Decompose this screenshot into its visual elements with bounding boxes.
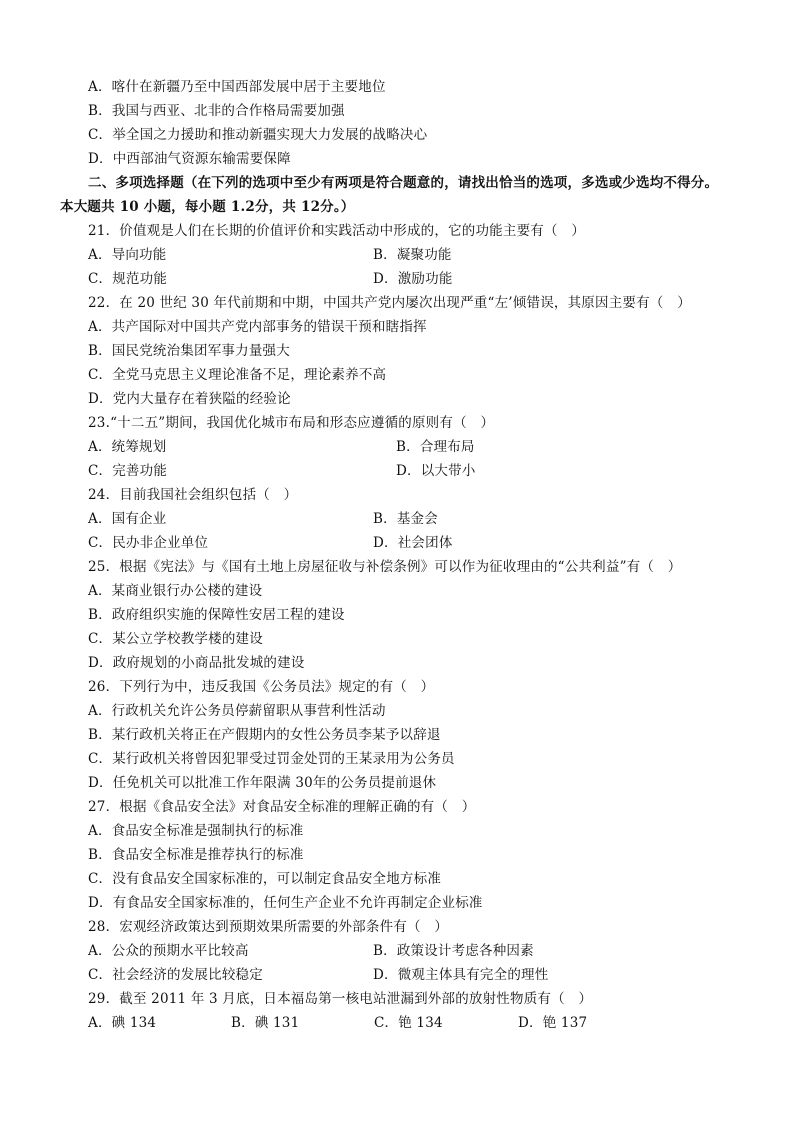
question-24-option-b: B．基金会 xyxy=(373,511,438,527)
question-25-option-d: D．政府规划的小商品批发城的建设 xyxy=(88,655,305,671)
question-28-option-b: B．政策设计考虑各种因素 xyxy=(373,943,534,959)
question-26-stem: 26．下列行为中，违反我国《公务员法》规定的有（ ） xyxy=(88,679,435,695)
question-27-option-d: D．有食品安全国家标准的，任何生产企业不允许再制定企业标准 xyxy=(88,895,483,911)
question-29-option-c: C．铯 134 xyxy=(374,1015,443,1031)
question-24-option-c: C．民办非企业单位 xyxy=(88,535,209,551)
prev-option-d: D．中西部油气资源东输需要保障 xyxy=(88,151,291,167)
question-23-option-a: A．统筹规划 xyxy=(88,439,167,455)
question-22-option-b: B．国民党统治集团军事力量强大 xyxy=(88,343,290,359)
question-22-option-d: D．党内大量存在着狭隘的经验论 xyxy=(88,391,291,407)
question-24-stem: 24．目前我国社会组织包括（ ） xyxy=(88,487,298,503)
question-27-option-b: B．食品安全标准是推荐执行的标准 xyxy=(88,847,304,863)
question-26-option-d: D．任免机关可以批准工作年限满 30年的公务员提前退休 xyxy=(88,775,437,791)
question-22-stem: 22．在 20 世纪 30 年代前期和中期，中国共产党内屡次出现严重“左’倾错误，其原因主要有（ ） xyxy=(88,295,691,311)
question-25-option-b: B．政府组织实施的保障性安居工程的建设 xyxy=(88,607,345,623)
question-24-option-d: D．社会团体 xyxy=(373,535,453,551)
question-21-option-c: C．规范功能 xyxy=(88,271,168,287)
question-29-option-a: A．碘 134 xyxy=(88,1015,157,1031)
prev-option-b: B．我国与西亚、北非的合作格局需要加强 xyxy=(88,103,345,119)
question-27-option-a: A．食品安全标准是强制执行的标准 xyxy=(88,823,304,839)
question-25-option-c: C．某公立学校教学楼的建设 xyxy=(88,631,263,647)
question-22-option-c: C．全党马克思主义理论准备不足，理论素养不高 xyxy=(88,367,387,383)
question-21-option-b: B．凝聚功能 xyxy=(373,247,452,263)
question-21-option-d: D．激励功能 xyxy=(373,271,453,287)
question-28-option-c: C．社会经济的发展比较稳定 xyxy=(88,967,263,983)
question-28-stem: 28．宏观经济政策达到预期效果所需要的外部条件有（ ） xyxy=(88,919,449,935)
question-25-stem: 25．根据《宪法》与《国有土地上房屋征收与补偿条例》可以作为征收理由的“公共利益”有（ ） xyxy=(88,559,682,575)
question-23-stem: 23.“十二五”期间，我国优化城市布局和形态应遵循的原则有（ ） xyxy=(88,415,495,431)
question-25-option-a: A．某商业银行办公楼的建设 xyxy=(88,583,263,599)
question-28-option-d: D．微观主体具有完全的理性 xyxy=(373,967,549,983)
section-heading-line1: 二、多项选择题（在下列的选项中至少有两项是符合题意的，请找出恰当的选项，多选或少选均不得分。 xyxy=(88,175,719,191)
question-24-option-a: A．国有企业 xyxy=(88,511,167,527)
question-26-option-a: A．行政机关允许公务员停薪留职从事营利性活动 xyxy=(88,703,386,719)
question-29-option-d: D．铯 137 xyxy=(518,1015,588,1031)
prev-option-a: A．喀什在新疆乃至中国西部发展中居于主要地位 xyxy=(88,79,386,95)
question-23-option-b: B．合理布局 xyxy=(396,439,475,455)
question-21-stem: 21．价值观是人们在长期的价值评价和实践活动中形成的，它的功能主要有（ ） xyxy=(88,223,586,239)
question-23-option-d: D．以大带小 xyxy=(396,463,476,479)
question-27-stem: 27．根据《食品安全法》对食品安全标准的理解正确的有（ ） xyxy=(88,799,476,815)
question-21-option-a: A．导向功能 xyxy=(88,247,167,263)
question-23-option-c: C．完善功能 xyxy=(88,463,168,479)
question-26-option-b: B．某行政机关将正在产假期内的女性公务员李某予以辞退 xyxy=(88,727,441,743)
question-26-option-c: C．某行政机关将曾因犯罪受过罚金处罚的王某录用为公务员 xyxy=(88,751,455,767)
question-29-option-b: B．碘 131 xyxy=(231,1015,300,1031)
prev-option-c: C．举全国之力援助和推动新疆实现大力发展的战略决心 xyxy=(88,127,428,143)
question-29-stem: 29．截至 2011 年 3 月底，日本福岛第一核电站泄漏到外部的放射性物质有（ ） xyxy=(88,991,593,1007)
question-27-option-c: C．没有食品安全国家标准的，可以制定食品安全地方标准 xyxy=(88,871,442,887)
section-heading-line2: 本大题共 10 小题，每小题 1.2分，共 12分。） xyxy=(60,199,355,215)
question-22-option-a: A．共产国际对中国共产党内部事务的错误干预和瞎指挥 xyxy=(88,319,427,335)
question-28-option-a: A．公众的预期水平比较高 xyxy=(88,943,249,959)
